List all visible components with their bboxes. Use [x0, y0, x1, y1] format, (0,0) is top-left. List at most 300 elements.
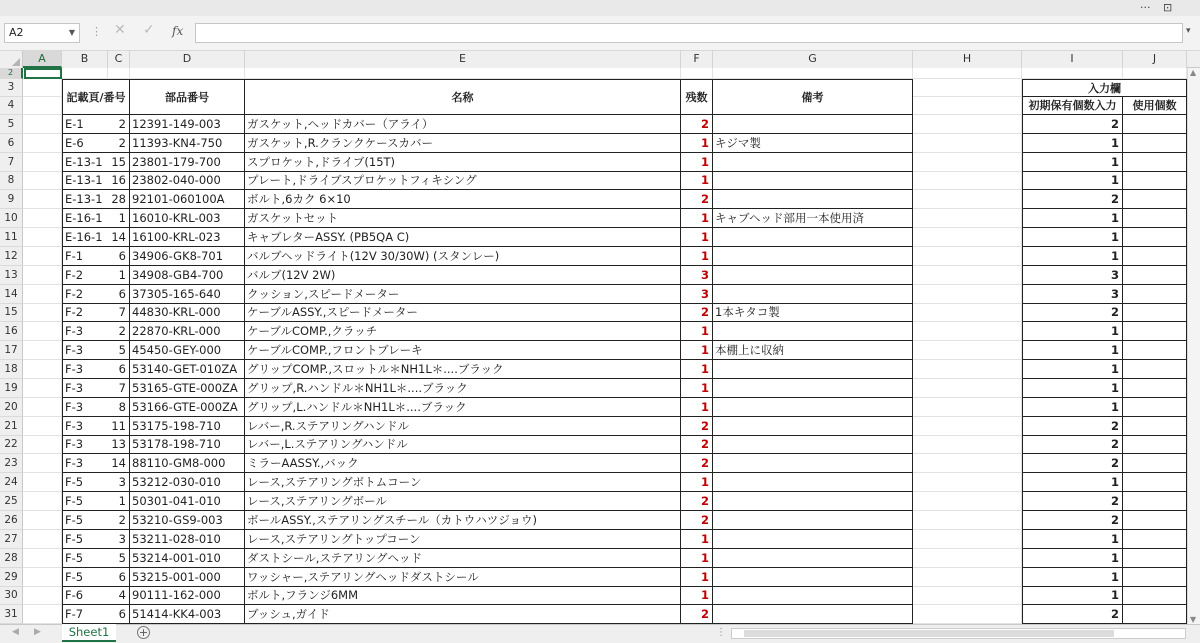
table-cell-initial-qty[interactable]: 2	[1022, 304, 1123, 322]
cell[interactable]	[23, 398, 62, 417]
table-cell-name[interactable]: ボルト,フランジ6MM	[245, 587, 681, 605]
table-cell-part-no[interactable]: 37305-165-640	[130, 285, 245, 304]
table-cell-note[interactable]	[713, 322, 913, 341]
cell[interactable]	[913, 473, 1022, 492]
cell[interactable]	[913, 228, 1022, 247]
row-header[interactable]: 27	[0, 530, 23, 549]
row-header[interactable]: 17	[0, 341, 23, 360]
row-header[interactable]: 26	[0, 511, 23, 530]
table-cell-part-no[interactable]: 53175-198-710	[130, 417, 245, 436]
table-cell-remain[interactable]: 3	[681, 266, 713, 285]
table-cell-name[interactable]: ミラーAASSY.,バック	[245, 454, 681, 473]
cell[interactable]	[913, 492, 1022, 511]
table-cell-remain[interactable]: 2	[681, 492, 713, 511]
cell[interactable]	[913, 568, 1022, 587]
cell[interactable]	[23, 492, 62, 511]
table-cell-initial-qty[interactable]: 1	[1022, 379, 1123, 398]
cell[interactable]	[713, 68, 913, 79]
row-header[interactable]: 11	[0, 228, 23, 247]
table-cell-page[interactable]: E-13-1	[62, 153, 108, 172]
table-cell-name[interactable]: キャブレターASSY. (PB5QA C)	[245, 228, 681, 247]
cell[interactable]	[23, 228, 62, 247]
table-cell-name[interactable]: ワッシャー,ステアリングヘッドダストシール	[245, 568, 681, 587]
table-cell-part-no[interactable]: 90111-162-000	[130, 587, 245, 605]
cell[interactable]	[913, 511, 1022, 530]
row-header[interactable]: 24	[0, 473, 23, 492]
table-cell-index[interactable]: 3	[108, 473, 130, 492]
table-cell-note[interactable]	[713, 360, 913, 379]
table-cell-remain[interactable]: 1	[681, 473, 713, 492]
table-cell-used-qty[interactable]	[1123, 511, 1187, 530]
active-cell-selection[interactable]	[24, 68, 62, 79]
table-cell-remain[interactable]: 1	[681, 247, 713, 266]
table-cell-note[interactable]	[713, 172, 913, 190]
table-cell-initial-qty[interactable]: 1	[1022, 153, 1123, 172]
row-header[interactable]: 12	[0, 247, 23, 266]
table-cell-index[interactable]: 2	[108, 322, 130, 341]
table-cell-index[interactable]: 13	[108, 436, 130, 454]
row-header[interactable]: 6	[0, 134, 23, 153]
table-cell-page[interactable]: E-16-1	[62, 209, 108, 228]
table-cell-remain[interactable]: 2	[681, 454, 713, 473]
table-cell-used-qty[interactable]	[1123, 417, 1187, 436]
cell[interactable]	[913, 605, 1022, 624]
table-cell-part-no[interactable]: 53140-GET-010ZA	[130, 360, 245, 379]
row-header[interactable]: 4	[0, 97, 23, 115]
plus-circle-icon[interactable]: +	[138, 626, 149, 639]
row-header[interactable]: 22	[0, 436, 23, 454]
table-cell-used-qty[interactable]	[1123, 360, 1187, 379]
table-cell-remain[interactable]: 2	[681, 605, 713, 624]
table-cell-index[interactable]: 5	[108, 549, 130, 568]
table-cell-page[interactable]: F-5	[62, 549, 108, 568]
table-cell-name[interactable]: レース,ステアリングボール	[245, 492, 681, 511]
table-cell-page[interactable]: F-3	[62, 360, 108, 379]
table-cell-remain[interactable]: 1	[681, 209, 713, 228]
table-cell-part-no[interactable]: 22870-KRL-000	[130, 322, 245, 341]
table-cell-used-qty[interactable]	[1123, 304, 1187, 322]
table-cell-used-qty[interactable]	[1123, 134, 1187, 153]
table-cell-index[interactable]: 3	[108, 530, 130, 549]
cell[interactable]	[913, 436, 1022, 454]
cell[interactable]	[23, 79, 62, 97]
table-cell-part-no[interactable]: 34908-GB4-700	[130, 266, 245, 285]
table-cell-remain[interactable]: 1	[681, 172, 713, 190]
table-cell-used-qty[interactable]	[1123, 153, 1187, 172]
table-cell-name[interactable]: レバー,R.ステアリングハンドル	[245, 417, 681, 436]
row-header[interactable]: 2	[0, 68, 23, 79]
column-header-e[interactable]: E	[245, 51, 681, 68]
column-header-g[interactable]: G	[713, 51, 913, 68]
table-cell-note[interactable]: 本棚上に収納	[713, 341, 913, 360]
table-cell-name[interactable]: バルブヘッドライト(12V 30/30W) (スタンレー)	[245, 247, 681, 266]
scroll-down-icon[interactable]: ▼	[1190, 615, 1197, 624]
table-cell-note[interactable]	[713, 379, 913, 398]
column-header-d[interactable]: D	[130, 51, 245, 68]
table-cell-note[interactable]	[713, 398, 913, 417]
table-cell-index[interactable]: 1	[108, 492, 130, 511]
table-cell-page[interactable]: F-3	[62, 436, 108, 454]
table-cell-remain[interactable]: 1	[681, 398, 713, 417]
table-cell-note[interactable]: キジマ製	[713, 134, 913, 153]
cell[interactable]	[913, 190, 1022, 209]
table-cell-page[interactable]: F-3	[62, 454, 108, 473]
table-cell-initial-qty[interactable]: 1	[1022, 172, 1123, 190]
cell[interactable]	[23, 209, 62, 228]
table-cell-initial-qty[interactable]: 2	[1022, 511, 1123, 530]
table-cell-initial-qty[interactable]: 3	[1022, 266, 1123, 285]
table-cell-page[interactable]: F-1	[62, 247, 108, 266]
table-cell-part-no[interactable]: 34906-GK8-701	[130, 247, 245, 266]
table-cell-page[interactable]: F-3	[62, 341, 108, 360]
table-cell-part-no[interactable]: 53214-001-010	[130, 549, 245, 568]
table-cell-page[interactable]: E-13-1	[62, 190, 108, 209]
table-cell-remain[interactable]: 1	[681, 153, 713, 172]
table-cell-part-no[interactable]: 88110-GM8-000	[130, 454, 245, 473]
table-cell-used-qty[interactable]	[1123, 285, 1187, 304]
table-cell-note[interactable]: キャブヘッド部用一本使用済	[713, 209, 913, 228]
table-cell-initial-qty[interactable]: 1	[1022, 209, 1123, 228]
cell[interactable]	[23, 587, 62, 605]
table-cell-initial-qty[interactable]: 1	[1022, 228, 1123, 247]
table-cell-note[interactable]	[713, 153, 913, 172]
row-header[interactable]: 25	[0, 492, 23, 511]
cell[interactable]	[913, 398, 1022, 417]
table-cell-used-qty[interactable]	[1123, 228, 1187, 247]
expand-formula-bar-icon[interactable]: ▾	[1186, 26, 1191, 36]
table-cell-initial-qty[interactable]: 3	[1022, 285, 1123, 304]
cell[interactable]	[681, 68, 713, 79]
column-header-h[interactable]: H	[913, 51, 1022, 68]
table-cell-note[interactable]	[713, 530, 913, 549]
cell[interactable]	[245, 68, 681, 79]
column-header-i[interactable]: I	[1022, 51, 1123, 68]
table-cell-remain[interactable]: 1	[681, 360, 713, 379]
table-cell-used-qty[interactable]	[1123, 322, 1187, 341]
table-cell-page[interactable]: F-2	[62, 285, 108, 304]
table-cell-name[interactable]: スプロケット,ドライブ(15T)	[245, 153, 681, 172]
cell[interactable]	[913, 209, 1022, 228]
table-cell-remain[interactable]: 2	[681, 511, 713, 530]
table-cell-part-no[interactable]: 16010-KRL-003	[130, 209, 245, 228]
cell[interactable]	[23, 172, 62, 190]
cell[interactable]	[913, 322, 1022, 341]
table-cell-used-qty[interactable]	[1123, 266, 1187, 285]
cell[interactable]	[23, 322, 62, 341]
table-cell-index[interactable]: 6	[108, 568, 130, 587]
table-cell-used-qty[interactable]	[1123, 190, 1187, 209]
table-cell-initial-qty[interactable]: 1	[1022, 341, 1123, 360]
table-cell-index[interactable]: 1	[108, 209, 130, 228]
table-cell-part-no[interactable]: 50301-041-010	[130, 492, 245, 511]
table-cell-remain[interactable]: 2	[681, 190, 713, 209]
table-cell-remain[interactable]: 2	[681, 115, 713, 134]
table-cell-note[interactable]	[713, 247, 913, 266]
cell[interactable]	[913, 341, 1022, 360]
table-cell-part-no[interactable]: 23801-179-700	[130, 153, 245, 172]
table-cell-name[interactable]: ガスケット,R.クランクケースカバー	[245, 134, 681, 153]
table-cell-used-qty[interactable]	[1123, 172, 1187, 190]
table-cell-used-qty[interactable]	[1123, 436, 1187, 454]
table-cell-index[interactable]: 16	[108, 172, 130, 190]
table-cell-note[interactable]	[713, 568, 913, 587]
table-cell-index[interactable]: 5	[108, 341, 130, 360]
cell[interactable]	[23, 285, 62, 304]
cell[interactable]	[913, 304, 1022, 322]
column-header-f[interactable]: F	[681, 51, 713, 68]
table-cell-initial-qty[interactable]: 1	[1022, 322, 1123, 341]
cell[interactable]	[913, 379, 1022, 398]
horizontal-scrollbar[interactable]	[731, 628, 1186, 639]
table-cell-used-qty[interactable]	[1123, 549, 1187, 568]
table-cell-part-no[interactable]: 53165-GTE-000ZA	[130, 379, 245, 398]
triangle-right-icon[interactable]: ▶	[34, 627, 41, 637]
table-cell-used-qty[interactable]	[1123, 605, 1187, 624]
cell[interactable]	[23, 341, 62, 360]
table-cell-part-no[interactable]: 23802-040-000	[130, 172, 245, 190]
cell[interactable]	[23, 473, 62, 492]
table-cell-note[interactable]	[713, 473, 913, 492]
table-cell-page[interactable]: F-2	[62, 266, 108, 285]
table-cell-part-no[interactable]: 45450-GEY-000	[130, 341, 245, 360]
table-cell-page[interactable]: E-1	[62, 115, 108, 134]
table-cell-page[interactable]: F-3	[62, 398, 108, 417]
enter-icon[interactable]: ✓	[143, 22, 155, 38]
table-cell-name[interactable]: ケーブルCOMP.,クラッチ	[245, 322, 681, 341]
table-cell-name[interactable]: レース,ステアリングボトムコーン	[245, 473, 681, 492]
table-cell-note[interactable]	[713, 228, 913, 247]
table-cell-part-no[interactable]: 12391-149-003	[130, 115, 245, 134]
cell[interactable]	[23, 511, 62, 530]
table-cell-index[interactable]: 6	[108, 605, 130, 624]
cell[interactable]	[23, 247, 62, 266]
table-cell-note[interactable]	[713, 587, 913, 605]
table-cell-part-no[interactable]: 53210-GS9-003	[130, 511, 245, 530]
row-header[interactable]: 20	[0, 398, 23, 417]
table-cell-name[interactable]: ガスケットセット	[245, 209, 681, 228]
cell[interactable]	[913, 247, 1022, 266]
cell[interactable]	[23, 304, 62, 322]
table-cell-name[interactable]: グリップ,L.ハンドル＊NH1L＊....ブラック	[245, 398, 681, 417]
table-cell-used-qty[interactable]	[1123, 115, 1187, 134]
table-cell-initial-qty[interactable]: 1	[1022, 549, 1123, 568]
table-cell-used-qty[interactable]	[1123, 341, 1187, 360]
cell[interactable]	[23, 379, 62, 398]
table-cell-name[interactable]: クッション,スピードメーター	[245, 285, 681, 304]
cell[interactable]	[23, 549, 62, 568]
tab-split-grip-icon[interactable]: ⋮	[716, 627, 726, 638]
cell[interactable]	[913, 454, 1022, 473]
table-cell-remain[interactable]: 1	[681, 322, 713, 341]
table-cell-initial-qty[interactable]: 1	[1022, 247, 1123, 266]
table-cell-index[interactable]: 8	[108, 398, 130, 417]
table-cell-note[interactable]	[713, 285, 913, 304]
table-cell-used-qty[interactable]	[1123, 568, 1187, 587]
cell[interactable]	[23, 190, 62, 209]
table-cell-remain[interactable]: 1	[681, 549, 713, 568]
table-cell-page[interactable]: F-7	[62, 605, 108, 624]
table-cell-part-no[interactable]: 92101-060100A	[130, 190, 245, 209]
table-cell-remain[interactable]: 1	[681, 587, 713, 605]
cell[interactable]	[913, 285, 1022, 304]
cell[interactable]	[108, 68, 130, 79]
cell[interactable]	[23, 605, 62, 624]
table-cell-name[interactable]: グリップ,R.ハンドル＊NH1L＊....ブラック	[245, 379, 681, 398]
row-header[interactable]: 8	[0, 172, 23, 190]
table-cell-initial-qty[interactable]: 1	[1022, 134, 1123, 153]
table-cell-index[interactable]: 6	[108, 360, 130, 379]
column-header-a[interactable]: A	[23, 51, 62, 68]
cell[interactable]	[23, 530, 62, 549]
cell[interactable]	[913, 79, 1022, 97]
table-cell-index[interactable]: 6	[108, 285, 130, 304]
table-cell-used-qty[interactable]	[1123, 379, 1187, 398]
row-header[interactable]: 7	[0, 153, 23, 172]
table-cell-page[interactable]: F-6	[62, 587, 108, 605]
table-cell-name[interactable]: ケーブルCOMP.,フロントブレーキ	[245, 341, 681, 360]
table-cell-remain[interactable]: 1	[681, 379, 713, 398]
cell[interactable]	[23, 436, 62, 454]
table-cell-index[interactable]: 15	[108, 153, 130, 172]
row-header[interactable]: 5	[0, 115, 23, 134]
table-cell-part-no[interactable]: 53215-001-000	[130, 568, 245, 587]
table-cell-part-no[interactable]: 53211-028-010	[130, 530, 245, 549]
table-cell-used-qty[interactable]	[1123, 492, 1187, 511]
table-cell-initial-qty[interactable]: 2	[1022, 605, 1123, 624]
scroll-up-icon[interactable]: ▲	[1190, 68, 1197, 77]
table-cell-name[interactable]: プレート,ドライブスプロケットフィキシング	[245, 172, 681, 190]
table-cell-initial-qty[interactable]: 2	[1022, 115, 1123, 134]
table-cell-index[interactable]: 7	[108, 379, 130, 398]
table-cell-note[interactable]	[713, 417, 913, 436]
cell[interactable]	[1123, 68, 1187, 79]
cell[interactable]	[23, 360, 62, 379]
more-options-icon[interactable]: ···	[1140, 1, 1151, 14]
cancel-icon[interactable]: ✕	[114, 22, 126, 38]
table-cell-note[interactable]	[713, 492, 913, 511]
table-cell-initial-qty[interactable]: 2	[1022, 190, 1123, 209]
table-cell-initial-qty[interactable]: 1	[1022, 530, 1123, 549]
ribbon-display-icon[interactable]: ⊡	[1163, 1, 1173, 14]
table-cell-note[interactable]	[713, 454, 913, 473]
column-header-j[interactable]: J	[1123, 51, 1187, 68]
table-cell-page[interactable]: F-5	[62, 568, 108, 587]
vertical-scrollbar[interactable]	[1187, 68, 1200, 624]
table-cell-initial-qty[interactable]: 2	[1022, 417, 1123, 436]
table-cell-initial-qty[interactable]: 1	[1022, 587, 1123, 605]
table-cell-used-qty[interactable]	[1123, 530, 1187, 549]
row-header[interactable]: 21	[0, 417, 23, 436]
row-header[interactable]: 3	[0, 79, 23, 97]
table-cell-page[interactable]: E-6	[62, 134, 108, 153]
table-cell-used-qty[interactable]	[1123, 454, 1187, 473]
row-header[interactable]: 16	[0, 322, 23, 341]
cell[interactable]	[913, 134, 1022, 153]
table-cell-index[interactable]: 6	[108, 247, 130, 266]
table-cell-name[interactable]: レース,ステアリングトップコーン	[245, 530, 681, 549]
table-cell-note[interactable]: 1本キタコ製	[713, 304, 913, 322]
row-header[interactable]: 14	[0, 285, 23, 304]
cell[interactable]	[913, 153, 1022, 172]
table-cell-remain[interactable]: 2	[681, 436, 713, 454]
cell[interactable]	[23, 153, 62, 172]
row-header[interactable]: 9	[0, 190, 23, 209]
table-cell-initial-qty[interactable]: 2	[1022, 436, 1123, 454]
row-header[interactable]: 19	[0, 379, 23, 398]
table-cell-index[interactable]: 2	[108, 115, 130, 134]
table-cell-note[interactable]	[713, 436, 913, 454]
table-cell-name[interactable]: ガスケット,ヘッドカバー（アライ）	[245, 115, 681, 134]
cell[interactable]	[23, 417, 62, 436]
row-header[interactable]: 23	[0, 454, 23, 473]
cell[interactable]	[913, 172, 1022, 190]
cell[interactable]	[62, 68, 108, 79]
triangle-left-icon[interactable]: ◀	[12, 627, 19, 637]
table-cell-index[interactable]: 1	[108, 266, 130, 285]
table-cell-page[interactable]: F-3	[62, 417, 108, 436]
table-cell-part-no[interactable]: 16100-KRL-023	[130, 228, 245, 247]
row-header[interactable]: 15	[0, 304, 23, 322]
cell[interactable]	[23, 97, 62, 115]
table-cell-index[interactable]: 2	[108, 134, 130, 153]
cell[interactable]	[23, 115, 62, 134]
cell[interactable]	[23, 134, 62, 153]
table-cell-index[interactable]: 2	[108, 511, 130, 530]
row-header[interactable]: 10	[0, 209, 23, 228]
cell[interactable]	[913, 417, 1022, 436]
table-cell-part-no[interactable]: 51414-KK4-003	[130, 605, 245, 624]
row-header[interactable]: 30	[0, 587, 23, 605]
table-cell-part-no[interactable]: 53166-GTE-000ZA	[130, 398, 245, 417]
column-header-c[interactable]: C	[108, 51, 130, 68]
table-cell-remain[interactable]: 2	[681, 304, 713, 322]
table-cell-remain[interactable]: 3	[681, 285, 713, 304]
table-cell-page[interactable]: F-3	[62, 379, 108, 398]
row-header[interactable]: 31	[0, 605, 23, 624]
insert-function-icon[interactable]: fx	[172, 24, 184, 38]
table-cell-name[interactable]: ケーブルASSY.,スピードメーター	[245, 304, 681, 322]
table-cell-initial-qty[interactable]: 1	[1022, 398, 1123, 417]
table-cell-remain[interactable]: 1	[681, 134, 713, 153]
table-cell-remain[interactable]: 1	[681, 530, 713, 549]
table-cell-note[interactable]	[713, 266, 913, 285]
table-cell-name[interactable]: ボルト,6カク 6×10	[245, 190, 681, 209]
table-cell-note[interactable]	[713, 190, 913, 209]
cell[interactable]	[23, 454, 62, 473]
table-cell-index[interactable]: 11	[108, 417, 130, 436]
table-cell-initial-qty[interactable]: 1	[1022, 473, 1123, 492]
table-cell-part-no[interactable]: 53178-198-710	[130, 436, 245, 454]
horizontal-scroll-thumb[interactable]	[744, 630, 1114, 637]
table-cell-name[interactable]: ボールASSY.,ステアリングスチール（カトウハツジョウ)	[245, 511, 681, 530]
table-cell-index[interactable]: 4	[108, 587, 130, 605]
table-cell-used-qty[interactable]	[1123, 247, 1187, 266]
table-cell-note[interactable]	[713, 605, 913, 624]
table-cell-used-qty[interactable]	[1123, 209, 1187, 228]
cell[interactable]	[23, 266, 62, 285]
table-cell-used-qty[interactable]	[1123, 587, 1187, 605]
cell[interactable]	[1022, 68, 1123, 79]
row-header[interactable]: 18	[0, 360, 23, 379]
table-cell-index[interactable]: 7	[108, 304, 130, 322]
cell[interactable]	[913, 97, 1022, 115]
table-cell-page[interactable]: E-13-1	[62, 172, 108, 190]
table-cell-name[interactable]: レバー,L.ステアリングハンドル	[245, 436, 681, 454]
table-cell-part-no[interactable]: 53212-030-010	[130, 473, 245, 492]
cell[interactable]	[913, 530, 1022, 549]
table-cell-name[interactable]: ダストシール,ステアリングヘッド	[245, 549, 681, 568]
chevron-down-icon[interactable]: ▼	[68, 28, 75, 37]
